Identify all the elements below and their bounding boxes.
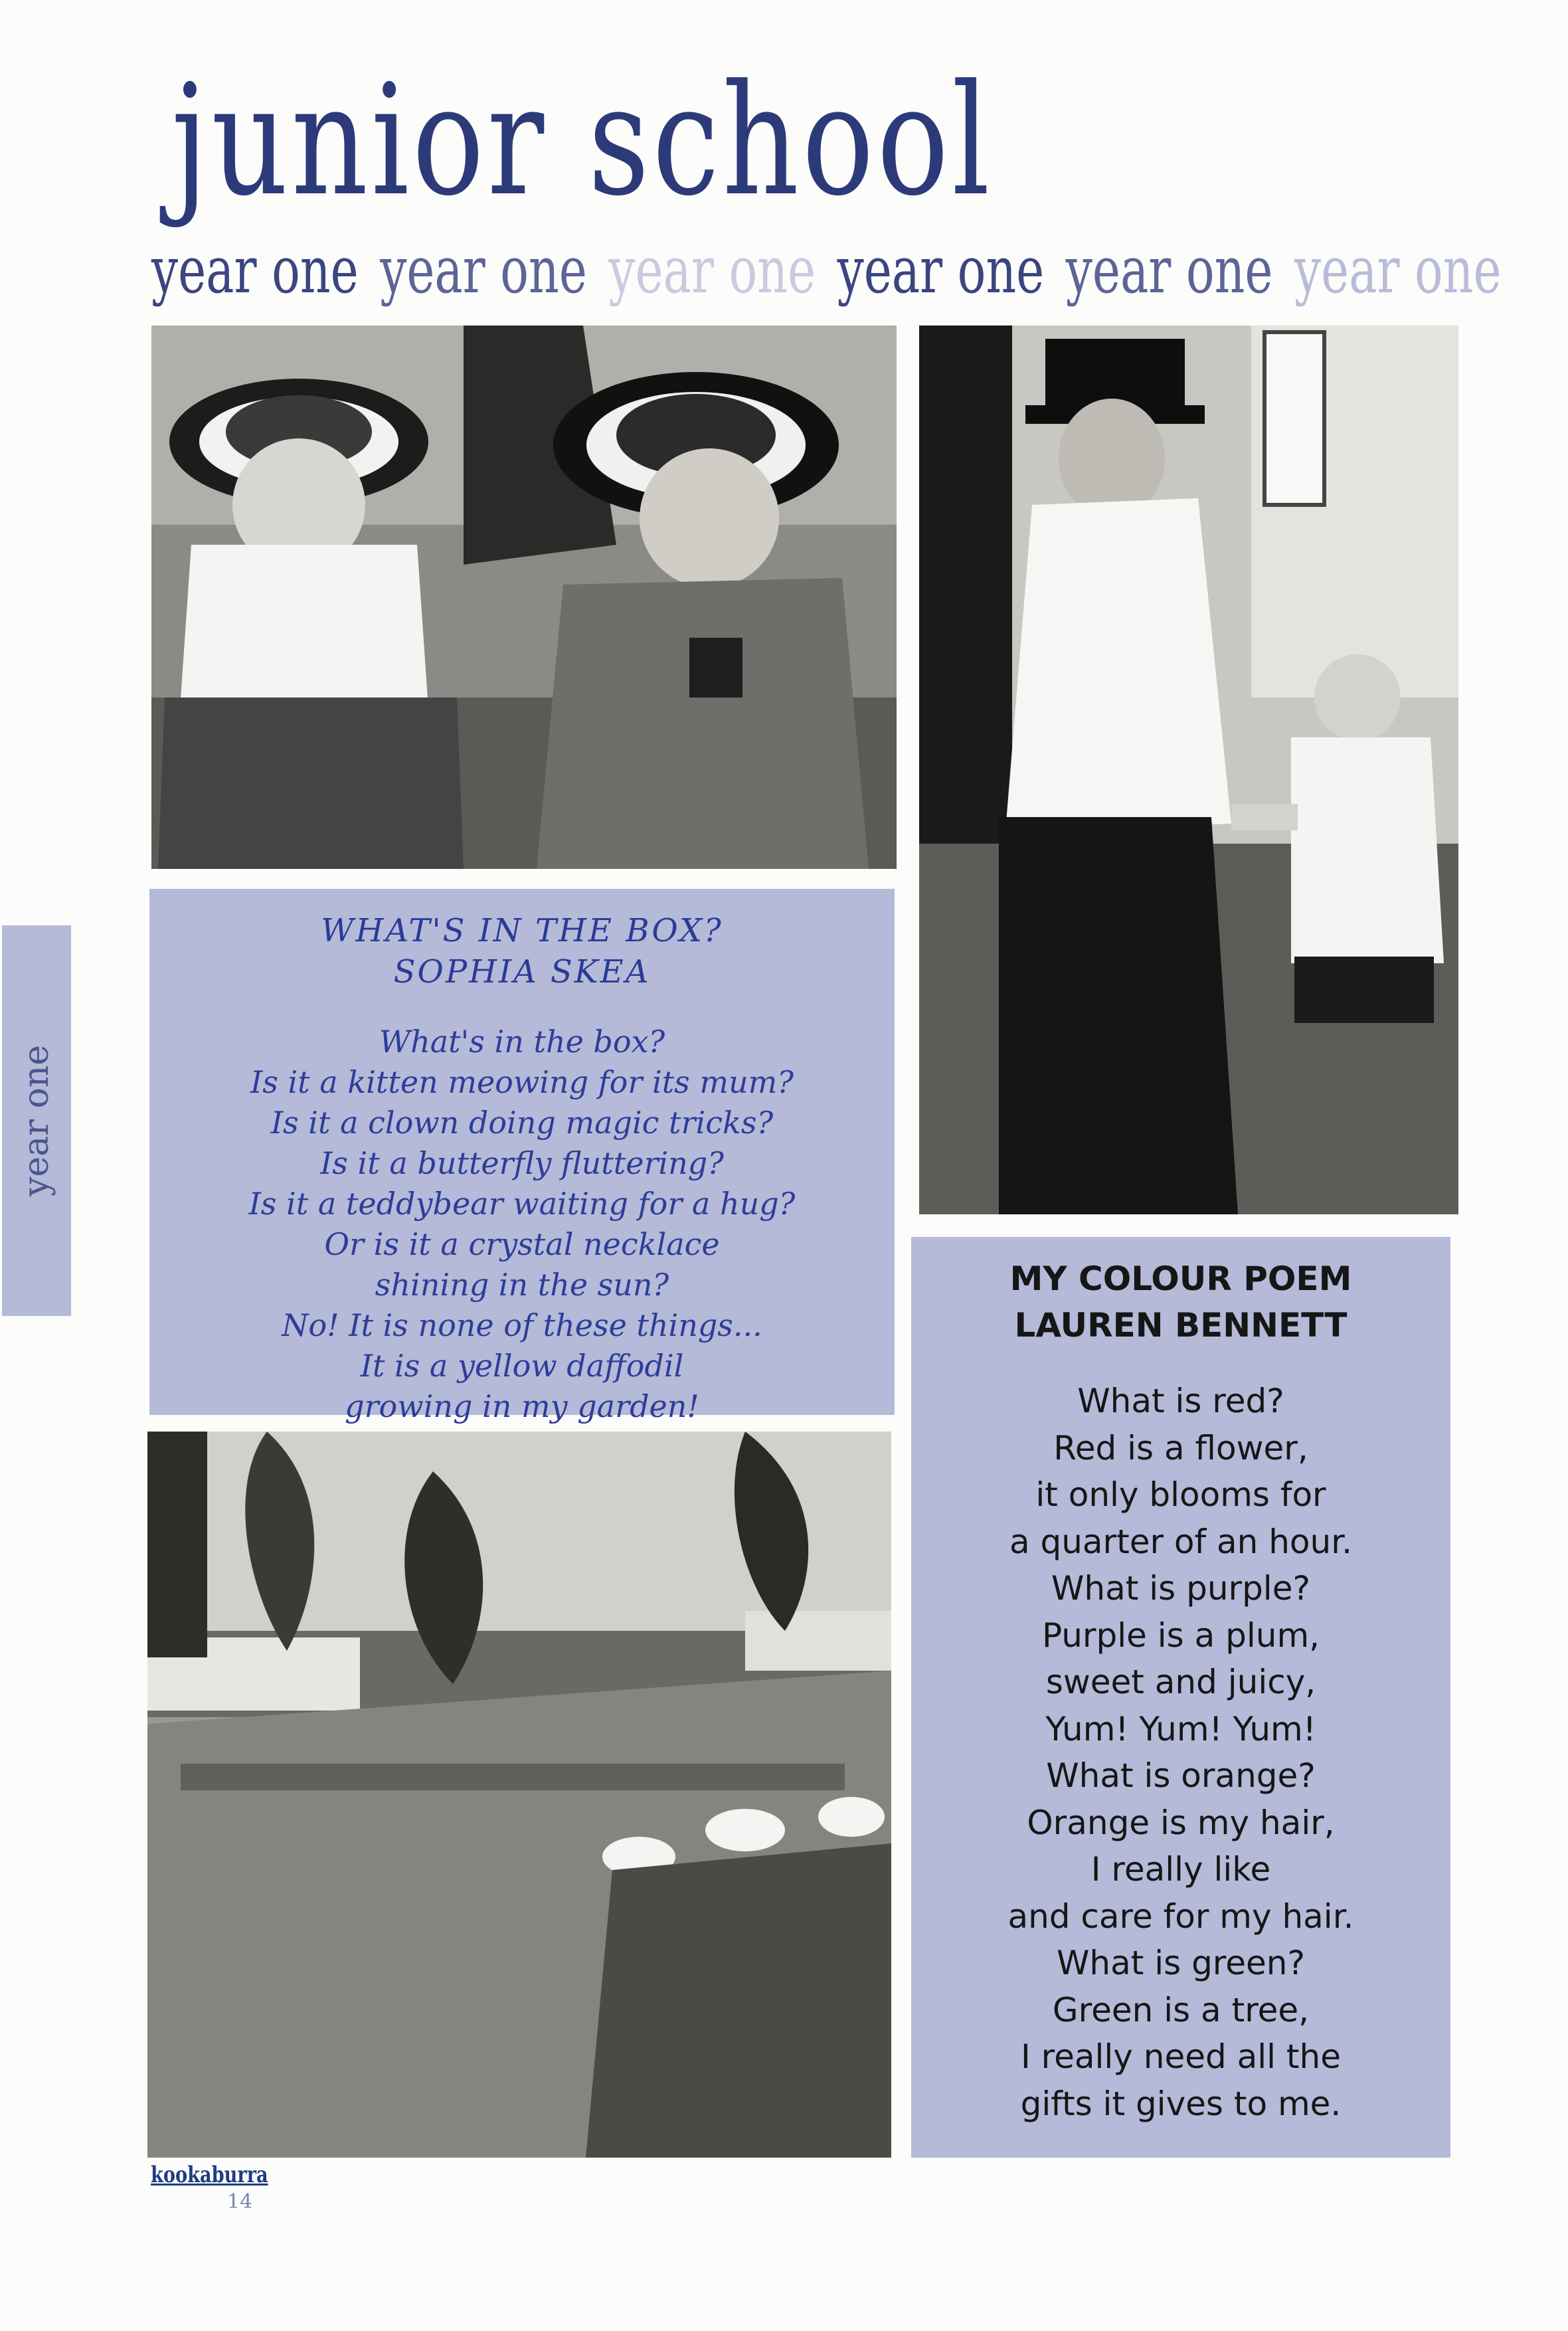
subtitle-repeat: year one	[1294, 233, 1502, 308]
poem-line: Is it a kitten meowing for its mum?	[250, 1064, 794, 1100]
subtitle-repeat: year one	[837, 233, 1045, 308]
photo-children-dancing	[919, 326, 1458, 1214]
poem-line: Red is a flower,	[1053, 1428, 1308, 1467]
subtitle-repeat: year one	[380, 233, 587, 308]
poem-line: Is it a butterfly fluttering?	[320, 1145, 724, 1181]
photo-children-in-hats	[151, 326, 897, 869]
poem-my-colour-poem	[911, 1237, 1450, 2158]
side-tab	[2, 925, 71, 1316]
page-number: 14	[227, 2190, 253, 2213]
poem-body	[911, 1378, 1450, 2127]
subtitle-banner	[151, 234, 1523, 307]
subtitle-repeat: year one	[608, 233, 816, 308]
poem-line: Orange is my hair,	[1027, 1803, 1335, 1842]
poem-line: No! It is none of these things...	[282, 1307, 762, 1343]
poem-line: It is a yellow daffodil	[360, 1348, 684, 1384]
poem-line: shining in the sun?	[375, 1267, 669, 1303]
poem-author: SOPHIA SKEA	[393, 953, 651, 990]
poem-line: I really need all the	[1021, 2037, 1341, 2076]
poem-author: LAUREN BENNETT	[1014, 1306, 1348, 1345]
poem-line: What's in the box?	[379, 1024, 665, 1060]
poem-line: What is orange?	[1046, 1756, 1316, 1795]
subtitle-repeat: year one	[151, 233, 359, 308]
poem-whats-in-the-box	[149, 889, 895, 1424]
poem-line: it only blooms for	[1035, 1475, 1326, 1514]
poem-line: growing in my garden!	[345, 1388, 699, 1424]
poem-line: What is green?	[1056, 1944, 1306, 1982]
poem-line: What is purple?	[1051, 1569, 1310, 1608]
page-title: junior school	[171, 52, 994, 230]
poem-line: Purple is a plum,	[1041, 1616, 1320, 1655]
poem-line: Is it a clown doing magic tricks?	[270, 1105, 774, 1141]
poem-line: I really like	[1090, 1850, 1271, 1889]
footer-brand: kookaburra	[151, 2162, 268, 2188]
poem-title-line: WHAT'S IN THE BOX?	[321, 912, 723, 949]
poem-title	[149, 889, 895, 992]
photo-children-walking	[147, 1432, 891, 2158]
poem-line: Or is it a crystal necklace	[324, 1226, 720, 1262]
poem-line: gifts it gives to me.	[1020, 2084, 1342, 2123]
poem-title	[911, 1237, 1450, 1349]
side-tab-label: year one	[17, 1044, 56, 1197]
poem-title-line: MY COLOUR POEM	[1009, 1259, 1352, 1298]
poem-line: What is red?	[1077, 1382, 1284, 1420]
poem-line: sweet and juicy,	[1045, 1663, 1316, 1701]
subtitle-repeat: year one	[1065, 233, 1273, 308]
poem-line: a quarter of an hour.	[1009, 1522, 1353, 1561]
poem-line: Is it a teddybear waiting for a hug?	[248, 1186, 796, 1222]
poem-line: Yum! Yum! Yum!	[1045, 1709, 1316, 1748]
poem-line: Green is a tree,	[1052, 1990, 1310, 2029]
poem-body	[149, 1022, 895, 1427]
poem-line: and care for my hair.	[1007, 1897, 1354, 1936]
